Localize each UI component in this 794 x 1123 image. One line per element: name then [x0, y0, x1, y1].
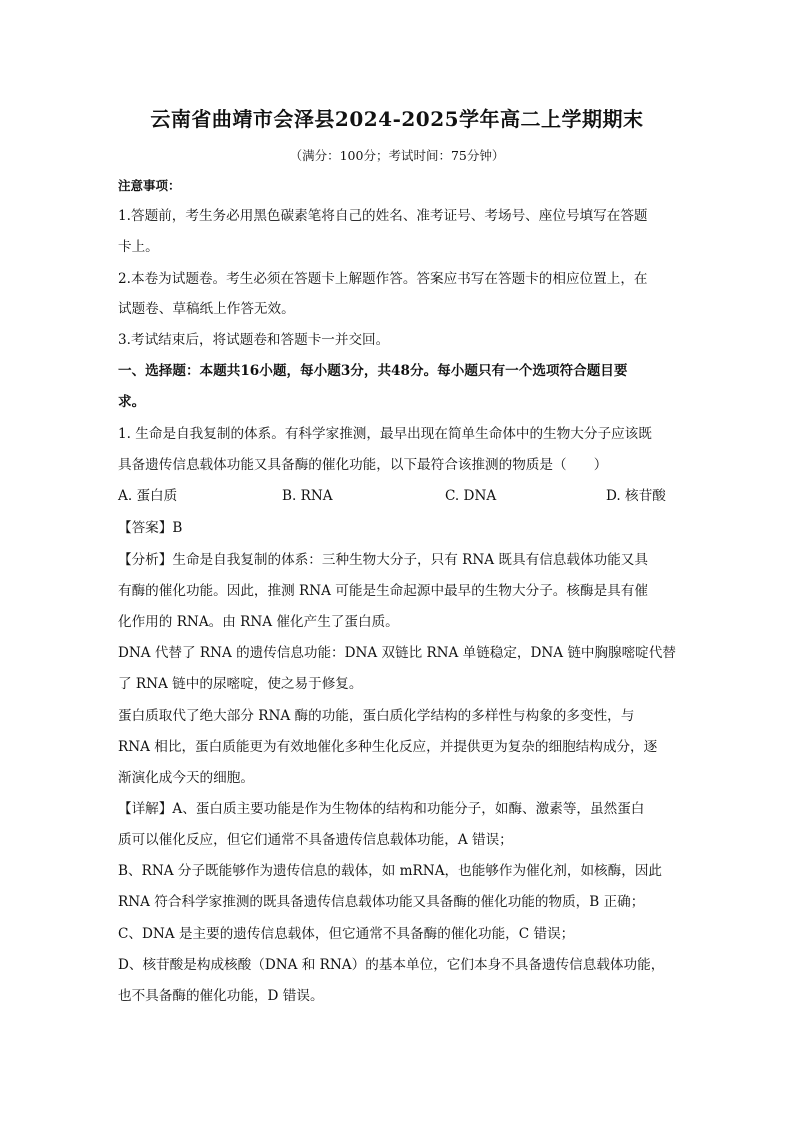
analysis-line: 有酶的催化功能。因此，推测 RNA 可能是生命起源中最早的生物大分子。核酶是具有催 [118, 583, 648, 599]
section-heading-cont: 求。 [118, 394, 146, 410]
explanation-line: D、核苷酸是构成核酸（DNA 和 RNA）的基本单位，它们本身不具备遗传信息载体功能， [118, 957, 665, 973]
section-heading: 一、选择题：本题共16小题，每小题3分，共48分。每小题只有一个选项符合题目要 [118, 363, 628, 379]
option-a: A. 蛋白质 [118, 488, 178, 504]
notice-line: 3.考试结束后，将试题卷和答题卡一并交回。 [118, 332, 390, 348]
analysis-line: 【分析】生命是自我复制的体系：三种生物大分子，只有 RNA 既具有信息载体功能又具 [118, 552, 648, 568]
explanation-line: B、RNA 分子既能够作为遗传信息的载体，如 mRNA，也能够作为催化剂，如核酶，因此 [118, 863, 663, 879]
notice-line: 试题卷、草稿纸上作答无效。 [118, 301, 295, 317]
option-d: D. 核苷酸 [606, 488, 666, 504]
explanation-line: 也不具备酶的催化功能，D 错误。 [118, 988, 324, 1004]
question-stem: 具备遗传信息载体功能又具备酶的催化功能，以下最符合该推测的物质是（ ） [118, 457, 608, 473]
explanation-line: 质可以催化反应，但它们通常不具备遗传信息载体功能，A 错误； [118, 832, 513, 848]
exam-subtitle: （满分：100分；考试时间：75分钟） [289, 148, 505, 163]
analysis-line: 蛋白质取代了绝大部分 RNA 酶的功能，蛋白质化学结构的多样性与构象的多变性，与 [118, 708, 635, 724]
analysis-line: 化作用的 RNA。由 RNA 催化产生了蛋白质。 [118, 614, 399, 630]
analysis-line: 了 RNA 链中的尿嘧啶，使之易于修复。 [118, 676, 363, 692]
option-c: C. DNA [445, 488, 497, 504]
explanation-line: RNA 符合科学家推测的既具备遗传信息载体功能又具备酶的催化功能的物质，B 正确； [118, 894, 645, 910]
analysis-line: RNA 相比，蛋白质能更为有效地催化多种生化反应，并提供更为复杂的细胞结构成分，逐 [118, 739, 658, 755]
explanation-line: C、DNA 是主要的遗传信息载体，但它通常不具备酶的催化功能，C 错误； [118, 926, 575, 942]
analysis-line: DNA 代替了 RNA 的遗传信息功能：DNA 双链比 RNA 单链稳定，DNA 链中胸腺嘧啶代替 [118, 645, 676, 661]
option-b: B. RNA [282, 488, 333, 504]
question-stem: 1. 生命是自我复制的体系。有科学家推测，最早出现在简单生命体中的生物大分子应该既 [118, 426, 652, 442]
notice-line: 1.答题前，考生务必用黑色碳素笔将自己的姓名、准考证号、考场号、座位号填写在答题 [118, 208, 648, 224]
exam-title: 云南省曲靖市会泽县2024-2025学年高二上学期期末 [150, 107, 644, 131]
answer-line: 【答案】B [118, 520, 183, 536]
notice-heading: 注意事项： [118, 178, 181, 193]
notice-line: 卡上。 [118, 239, 159, 255]
analysis-line: 渐演化成今天的细胞。 [118, 770, 254, 786]
explanation-line: 【详解】A、蛋白质主要功能是作为生物体的结构和功能分子，如酶、激素等，虽然蛋白 [118, 801, 645, 817]
notice-line: 2.本卷为试题卷。考生必须在答题卡上解题作答。答案应书写在答题卡的相应位置上，在 [118, 271, 648, 287]
